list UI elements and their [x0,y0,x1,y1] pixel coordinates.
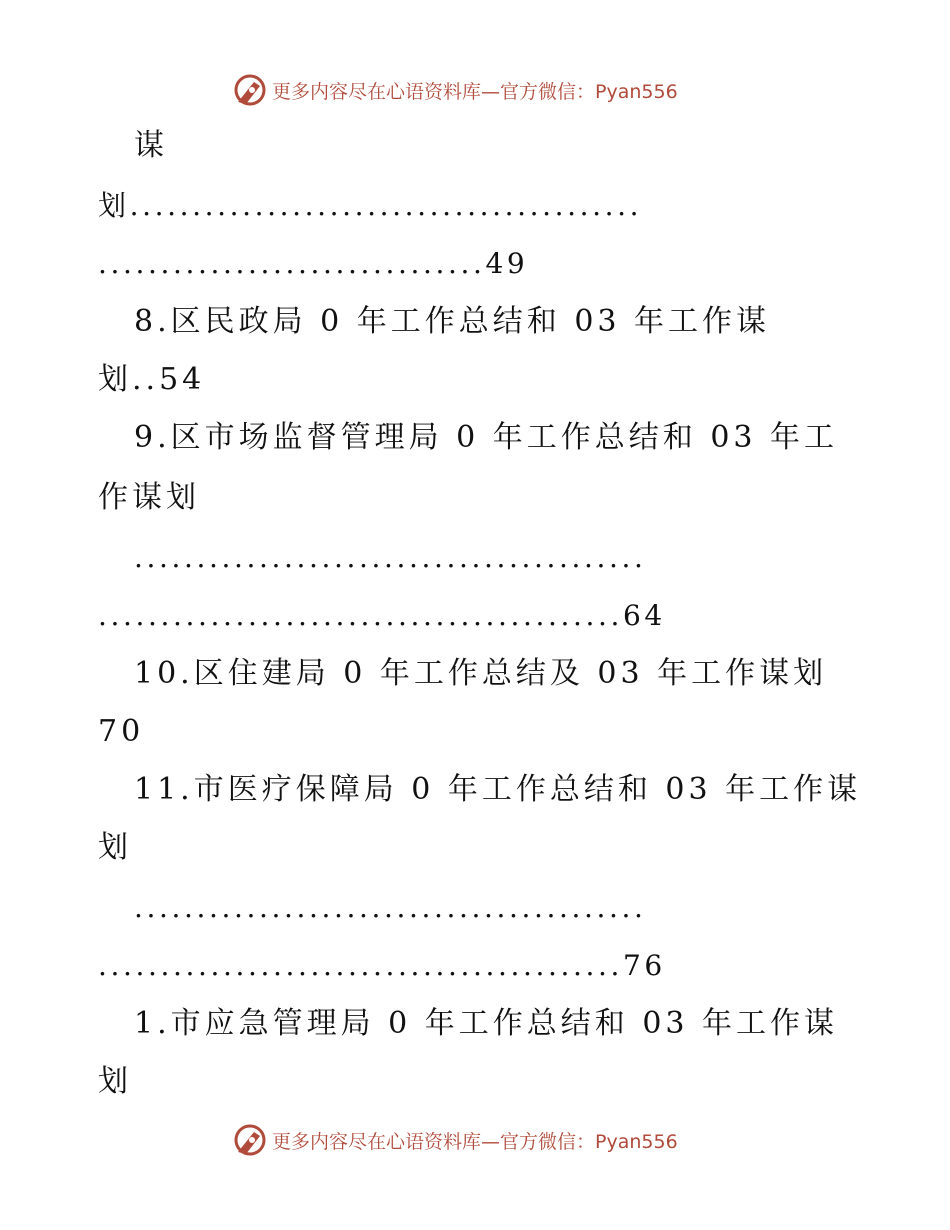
toc-line: 1.市应急管理局 0 年工作总结和 03 年工作谋 [134,1006,839,1041]
toc-line: 划......................................... [98,189,643,222]
toc-line: ......................................... [134,891,647,924]
toc-line: 8.区民政局 0 年工作总结和 03 年工作谋 [134,304,771,339]
toc-line: 划 [98,830,132,865]
toc-line: 划..54 [98,362,206,397]
toc-line: ...............................49 [98,247,529,280]
footer-banner-text: 更多内容尽在心语资料库—官方微信：Pyan556 [272,1130,678,1153]
toc-line: 70 [98,714,145,749]
pen-nib-circle-logo-icon [232,1122,268,1158]
toc-line: 谋 [134,128,168,163]
toc-line: 10.区住建局 0 年工作总结及 03 年工作谋划 [134,656,828,691]
header-banner-text: 更多内容尽在心语资料库—官方微信：Pyan556 [272,80,678,103]
toc-line: 11.市医疗保障局 0 年工作总结和 03 年工作谋 [134,772,862,807]
toc-line: 划 [98,1064,132,1099]
toc-line: 作谋划 [98,480,200,515]
toc-line: ..........................................64 [98,599,666,632]
toc-line: ......................................... [134,541,647,574]
toc-line: ..........................................76 [98,949,666,982]
footer-banner [0,1120,950,1160]
footer-banner-content [232,1120,678,1160]
toc-line: 9.区市场监督管理局 0 年工作总结和 03 年工 [134,420,839,455]
